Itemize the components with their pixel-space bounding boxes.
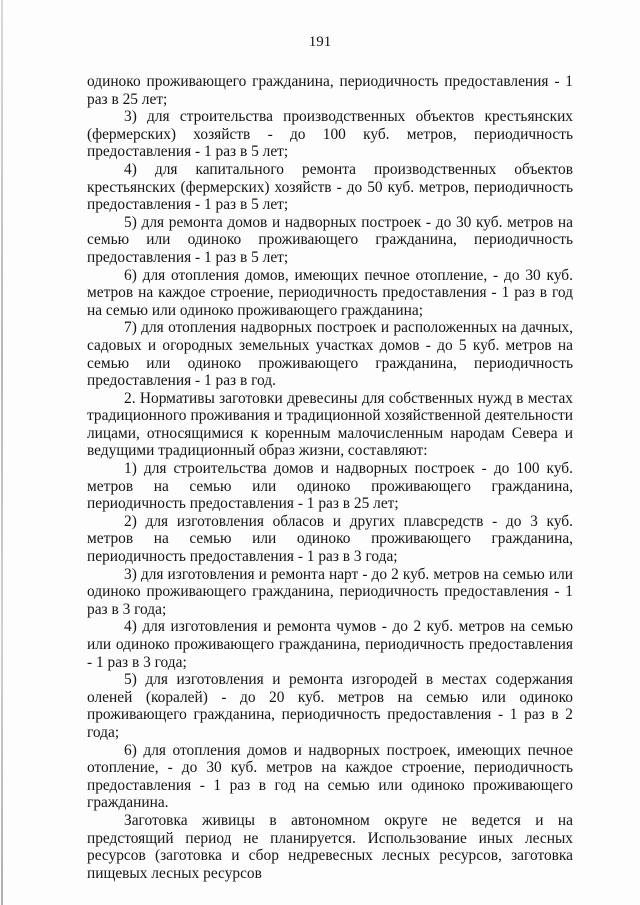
paragraph-13: 6) для отопления домов и надворных построек, имеющих печное отопление, - до 30 куб. метров на каждое строение, периодичность предоставления - 1 раз в год на семью или одиноко проживающего гражданина.: [87, 741, 573, 812]
paragraph-5: 6) для отопления домов, имеющих печное отопление, - до 30 куб. метров на каждое строение, периодичность предоставления - 1 раз в год на семью или одиноко проживающего гражданина;: [87, 266, 573, 319]
paragraph-2: 3) для строительства производственных объектов крестьянских (фермерских) хозяйств - до 100 куб. метров, периодичность предоставления - 1 раз в 5 лет;: [87, 108, 573, 161]
paragraph-8: 1) для строительства домов и надворных построек - до 100 куб. метров на семью или одиноко проживающего гражданина, периодичность предоставления - 1 раз в 25 лет;: [87, 460, 573, 513]
paragraph-4: 5) для ремонта домов и надворных построек - до 30 куб. метров на семью или одиноко проживающего гражданина, периодичность предоставления - 1 раз в 5 лет;: [87, 213, 573, 266]
paragraph-3: 4) для капитального ремонта производственных объектов крестьянских (фермерских) хозяйств - до 50 куб. метров, периодичность предоставления - 1 раз в 5 лет;: [87, 160, 573, 214]
paragraph-7: 2. Нормативы заготовки древесины для собственных нужд в местах традиционного проживания и традиционной хозяйственной деятельности лицами, относящимися к коренным малочисленным народам Севера и ведущими традиционный образ жизни, составляют:: [87, 389, 573, 460]
paragraph-6: 7) для отопления надворных построек и расположенных на дачных, садовых и огородных земельных участках домов - до 5 куб. метров на семью или одиноко проживающего гражданина, периодичность предоставления - 1 раз в год.: [87, 319, 573, 390]
paragraph-12: 5) для изготовления и ремонта изгородей в местах содержания оленей (коралей) - до 20 куб. метров на семью или одиноко проживающего гражданина, периодичность предоставления - 1 раз в 2 года;: [87, 671, 573, 741]
scan-edge: [1, 0, 3, 905]
paragraph-10: 3) для изготовления и ремонта нарт - до 2 куб. метров на семью или одиноко проживающего гражданина, периодичность предоставления - 1 раз в 3 года;: [87, 565, 573, 618]
paragraph-11: 4) для изготовления и ремонта чумов - до 2 куб. метров на семью или одиноко проживающего гражданина, периодичность предоставления - 1 раз в 3 года;: [87, 618, 573, 671]
paragraph-1: одиноко проживающего гражданина, периодичность предоставления - 1 раз в 25 лет;: [87, 73, 573, 108]
paragraph-14: Заготовка живицы в автономном округе не ведется и на предстоящий период не планируется. Использование иных лесных ресурсов (заготовка и сбор недревесных лесных ресурсов, заготовка пищевых лесных ресурсов: [87, 811, 573, 882]
document-body: [87, 73, 573, 882]
page-number: 191: [308, 34, 332, 50]
paragraph-9: 2) для изготовления обласов и других плавсредств - до 3 куб. метров на семью или одиноко проживающего гражданина, периодичность предоставления - 1 раз в 3 года;: [87, 512, 573, 566]
